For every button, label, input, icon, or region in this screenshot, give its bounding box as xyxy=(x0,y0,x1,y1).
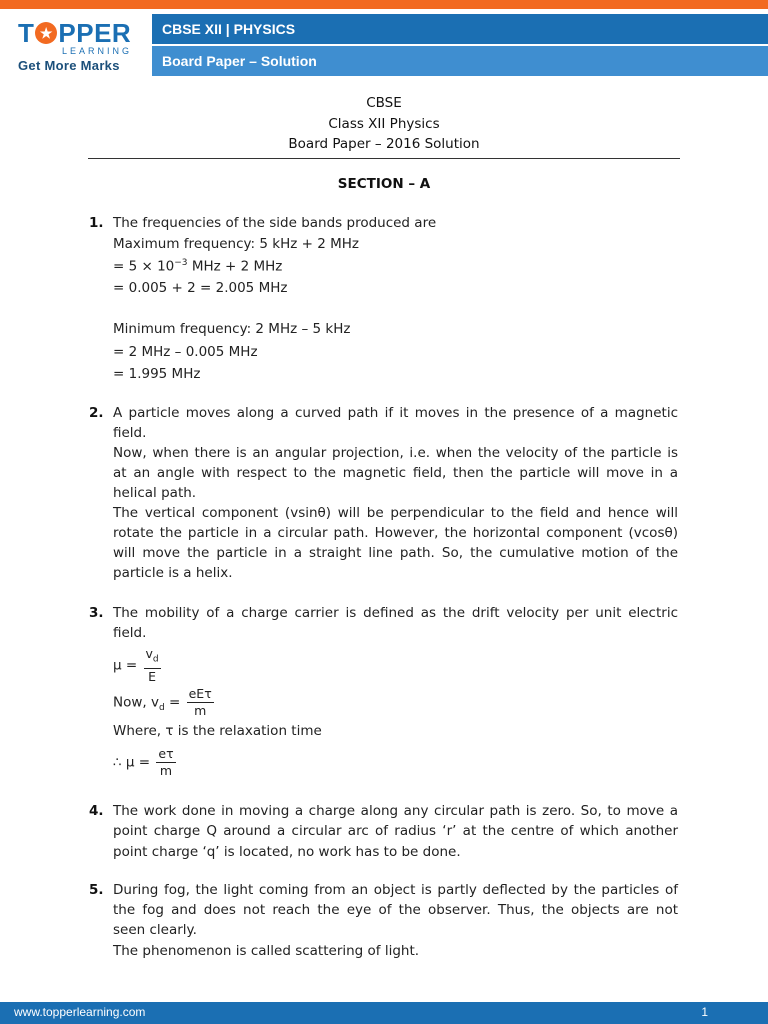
fraction-denominator: m xyxy=(159,763,173,778)
subscript: d xyxy=(158,703,165,714)
equals-sign: = xyxy=(164,694,181,711)
q1-line: Minimum frequency: 2 MHz – 5 kHz xyxy=(113,321,351,337)
q2-line: Now, when there is an angular projection, i.e. when the velocity of the particle is xyxy=(113,445,678,461)
doc-class-title: Class XII Physics xyxy=(328,116,440,132)
question-number: 2. xyxy=(89,405,104,421)
q5-line: the fog and does not reach the eye of the observer. Thus, the objects are not xyxy=(113,902,678,918)
fraction-numerator: eEτ xyxy=(188,686,212,701)
q1-expr: MHz + 2 MHz xyxy=(187,258,283,275)
q5-line: During fog, the light coming from an object is partly deflected by the particles of xyxy=(113,882,678,898)
numerator-text: v xyxy=(145,646,153,661)
q3-formula-mobility xyxy=(113,646,163,685)
subtitle-label: Board Paper – Solution xyxy=(162,53,317,69)
q2-line: particle is a helix. xyxy=(113,565,233,581)
course-banner xyxy=(152,14,768,44)
logo-tagline: Get More Marks xyxy=(18,58,120,73)
q3-formula-drift xyxy=(113,686,216,719)
formula-lhs: μ = xyxy=(113,657,138,674)
q3-formula-result xyxy=(113,746,178,779)
doc-paper-title: Board Paper – 2016 Solution xyxy=(288,136,480,152)
q2-line: field. xyxy=(113,425,147,441)
fraction xyxy=(156,746,175,779)
page-number: 1 xyxy=(701,1005,708,1019)
q2-line: will move the particle in a straight line path. So, the cumulative motion of the xyxy=(113,545,678,561)
fraction-numerator xyxy=(144,646,161,669)
fraction xyxy=(187,686,214,719)
question-number: 4. xyxy=(89,803,104,819)
doc-board: CBSE xyxy=(366,95,402,111)
question-number: 5. xyxy=(89,882,104,898)
q5-line: seen clearly. xyxy=(113,922,197,938)
question-number: 1. xyxy=(89,215,104,231)
q2-line: A particle moves along a curved path if it moves in the presence of a magnetic xyxy=(113,405,678,421)
q2-line: The vertical component (vsinθ) will be perpendicular to the field and hence will xyxy=(113,505,678,521)
q5-line: The phenomenon is called scattering of light. xyxy=(113,943,420,959)
q3-line: field. xyxy=(113,625,147,641)
q4-line: point charge ‘q’ is located, no work has to be done. xyxy=(113,844,461,860)
q4-line: The work done in moving a charge along any circular path is zero. So, to move a xyxy=(113,803,678,819)
q2-line: rotate the particle in a circular path. However, the horizontal component (vcosθ) xyxy=(113,525,678,541)
q1-exponent: −3 xyxy=(174,258,188,268)
topper-logo[interactable] xyxy=(18,18,138,78)
q1-line: = 2 MHz – 0.005 MHz xyxy=(113,344,258,360)
q1-line: = 1.995 MHz xyxy=(113,366,201,382)
q1-line xyxy=(113,258,282,275)
q1-line: = 0.005 + 2 = 2.005 MHz xyxy=(113,280,288,296)
logo-wordmark xyxy=(18,18,138,48)
formula-lhs: ∴ μ = xyxy=(113,754,151,771)
q1-expr: = 5 × 10 xyxy=(113,258,175,275)
fraction-denominator: m xyxy=(194,703,207,718)
course-label: CBSE XII | PHYSICS xyxy=(162,21,296,37)
fraction-numerator: eτ xyxy=(158,746,174,761)
section-heading: SECTION – A xyxy=(337,176,431,192)
title-divider xyxy=(88,158,680,159)
star-icon: ★ xyxy=(35,22,57,44)
q2-line: at an angle with respect to the magnetic field, then the particle will move in a xyxy=(113,465,678,481)
fraction-denominator: E xyxy=(148,668,157,684)
subtitle-banner xyxy=(152,46,768,76)
logo-letter: T xyxy=(18,18,35,48)
logo-subtitle: LEARNING xyxy=(62,46,133,56)
q4-line: point charge Q around a circular arc of radius ‘r’ at the centre of which another xyxy=(113,823,678,839)
q3-line: Where, τ is the relaxation time xyxy=(113,723,322,739)
question-number: 3. xyxy=(89,605,104,621)
footer-url-link[interactable]: www.topperlearning.com xyxy=(14,1005,146,1019)
q1-line: Maximum frequency: 5 kHz + 2 MHz xyxy=(113,236,359,252)
q3-line: The mobility of a charge carrier is defined as the drift velocity per unit electric xyxy=(113,605,678,621)
q1-line: The frequencies of the side bands produced are xyxy=(113,215,437,231)
q2-line: helical path. xyxy=(113,485,197,501)
top-accent-bar xyxy=(0,0,768,9)
subscript: d xyxy=(152,654,159,665)
fraction xyxy=(144,646,161,685)
formula-lhs: Now, v xyxy=(113,694,159,711)
logo-letters: PPER xyxy=(58,18,132,48)
page-footer xyxy=(0,1002,768,1024)
